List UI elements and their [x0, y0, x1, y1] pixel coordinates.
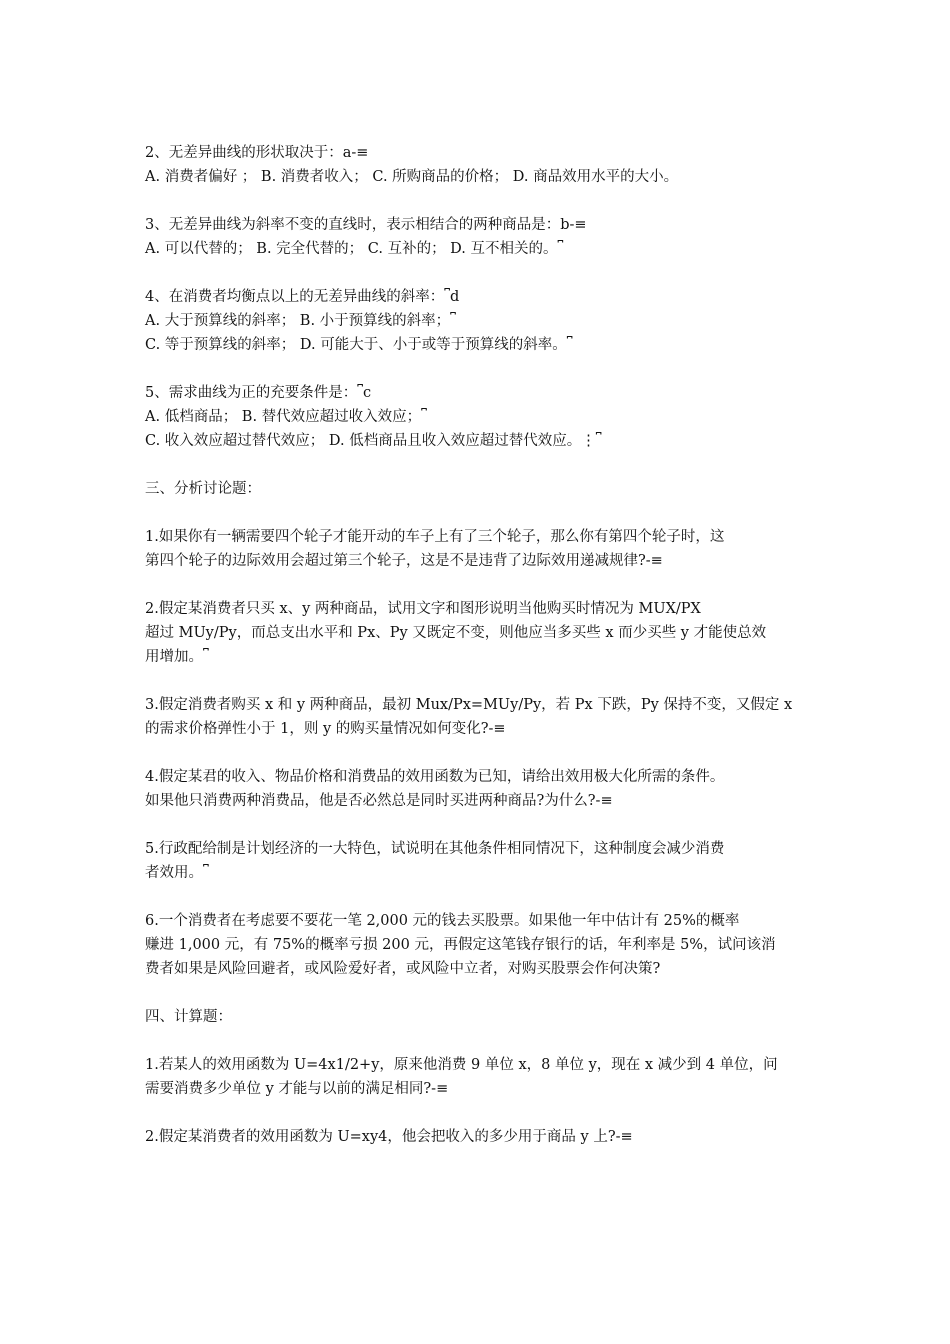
s3-item3-line1: 3.假定消费者购买 x 和 y 两种商品，最初 Mux/Px=MUy/Py，若 Px 下跌，Py 保持不变，又假定 x — [145, 697, 793, 713]
s3-item6-line2: 赚进 1,000 元，有 75%的概率亏损 200 元，再假定这笔钱存银行的话，年利率是 5%，试问该消 — [145, 937, 776, 953]
q4-stem: 4、在消费者均衡点以上的无差异曲线的斜率：⎴d — [145, 289, 460, 305]
s3-item2-line1: 2.假定某消费者只买 x、y 两种商品，试用文字和图形说明当他购买时情况为 MUX/PX — [145, 601, 701, 617]
q3-options: A. 可以代替的； B. 完全代替的； C. 互补的； D. 互不相关的。⎴ — [145, 241, 564, 257]
q5-options-ab: A. 低档商品； B. 替代效应超过收入效应；⎴ — [145, 409, 427, 425]
s3-item2-line2: 超过 MUy/Py，而总支出水平和 Px、Py 又既定不变，则他应当多买些 x 而少买些 y 才能使总效 — [145, 625, 767, 641]
q2-stem: 2、无差异曲线的形状取决于：a-≡ — [145, 145, 369, 161]
q5-stem: 5、需求曲线为正的充要条件是：⎴c — [145, 385, 372, 401]
q4-options-ab: A. 大于预算线的斜率； B. 小于预算线的斜率；⎴ — [145, 313, 456, 329]
section4-heading: 四、计算题： — [145, 1009, 232, 1025]
s3-item5-line1: 5.行政配给制是计划经济的一大特色，试说明在其他条件相同情况下，这种制度会减少消费 — [145, 841, 725, 857]
section3-heading: 三、分析讨论题： — [145, 481, 261, 497]
s3-item6-line1: 6.一个消费者在考虑要不要花一笔 2,000 元的钱去买股票。如果他一年中估计有 25%的概率 — [145, 913, 740, 929]
s3-item2-line3: 用增加。⎴ — [145, 649, 209, 665]
q2-options: A. 消费者偏好 ； B. 消费者收入； C. 所购商品的价格； D. 商品效用水平的大小。 — [145, 169, 679, 185]
q4-options-cd: C. 等于预算线的斜率； D. 可能大于、小于或等于预算线的斜率。⎴ — [145, 337, 573, 353]
s3-item1-line1: 1.如果你有一辆需要四个轮子才能开动的车子上有了三个轮子，那么你有第四个轮子时，这 — [145, 529, 725, 545]
q5-options-cd: C. 收入效应超过替代效应； D. 低档商品且收入效应超过替代效应。⋮⎴ — [145, 433, 602, 449]
s3-item4-line2: 如果他只消费两种消费品，他是否必然总是同时买进两种商品?为什么?-≡ — [145, 793, 613, 809]
q3-stem: 3、无差异曲线为斜率不变的直线时，表示相结合的两种商品是：b-≡ — [145, 217, 587, 233]
s3-item1-line2: 第四个轮子的边际效用会超过第三个轮子，这是不是违背了边际效用递减规律?-≡ — [145, 553, 663, 569]
s3-item6-line3: 费者如果是风险回避者，或风险爱好者，或风险中立者，对购买股票会作何决策? — [145, 961, 661, 977]
s3-item5-line2: 者效用。⎴ — [145, 865, 209, 881]
s4-item1-line1: 1.若某人的效用函数为 U=4x1/2+y，原来他消费 9 单位 x，8 单位 y，现在 x 减少到 4 单位，问 — [145, 1057, 778, 1073]
document-page — [145, 141, 813, 1149]
s3-item4-line1: 4.假定某君的收入、物品价格和消费品的效用函数为已知，请给出效用极大化所需的条件。 — [145, 769, 725, 785]
s4-item2-line1: 2.假定某消费者的效用函数为 U=xy4，他会把收入的多少用于商品 y 上?-≡ — [145, 1129, 633, 1145]
s3-item3-line2: 的需求价格弹性小于 1，则 y 的购买量情况如何变化?-≡ — [145, 721, 506, 737]
s4-item1-line2: 需要消费多少单位 y 才能与以前的满足相同?-≡ — [145, 1081, 449, 1097]
